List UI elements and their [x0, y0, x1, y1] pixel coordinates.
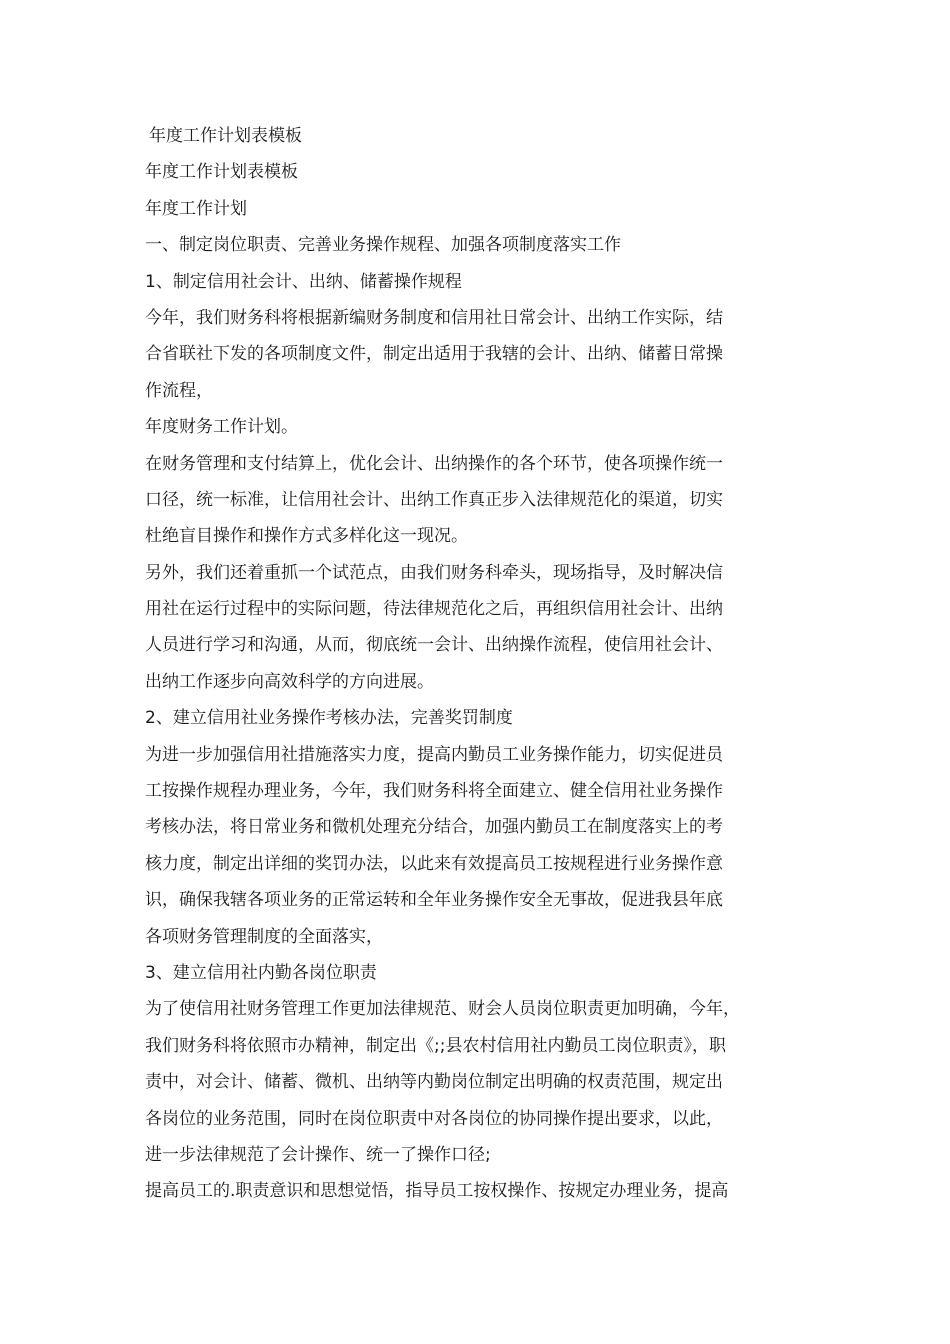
plan-heading: 年度工作计划: [145, 198, 247, 219]
paragraph-line: 为进一步加强信用社措施落实力度，提高内勤员工业务操作能力，切实促进员: [145, 744, 723, 765]
paragraph-line: 口径，统一标准，让信用社会计、出纳工作真正步入法律规范化的渠道，切实: [145, 489, 723, 510]
paragraph-line: 进一步法律规范了会计操作、统一了操作口径;: [145, 1144, 491, 1165]
subsection-heading-3: 3、建立信用社内勤各岗位职责: [145, 962, 377, 983]
paragraph-line: 各岗位的业务范围，同时在岗位职责中对各岗位的协同操作提出要求，以此，: [145, 1108, 723, 1129]
paragraph-line: 识，确保我辖各项业务的正常运转和全年业务操作安全无事故，促进我县年底: [145, 890, 723, 911]
paragraph-line: 杜绝盲目操作和操作方式多样化这一现况。: [145, 526, 468, 547]
paragraph-line: 考核办法，将日常业务和微机处理充分结合，加强内勤员工在制度落实上的考: [145, 817, 723, 838]
paragraph-line: 我们财务科将依照市办精神，制定出《;;县农村信用社内勤员工岗位职责》，职: [145, 1035, 726, 1056]
paragraph-line: 年度财务工作计划。: [145, 417, 298, 438]
document-subtitle: 年度工作计划表模板: [145, 162, 298, 183]
paragraph-line: 另外，我们还着重抓一个试范点，由我们财务科牵头，现场指导，及时解决信: [145, 562, 723, 583]
paragraph-line: 工按操作规程办理业务，今年，我们财务科将全面建立、健全信用社业务操作: [145, 781, 723, 802]
paragraph-line: 出纳工作逐步向高效科学的方向进展。: [145, 671, 434, 692]
paragraph-line: 核力度，制定出详细的奖罚办法，以此来有效提高员工按规程进行业务操作意: [145, 853, 723, 874]
subsection-heading-2: 2、建立信用社业务操作考核办法，完善奖罚制度: [145, 708, 513, 729]
paragraph-line: 作流程，: [145, 380, 213, 401]
section-heading-1: 一、制定岗位职责、完善业务操作规程、加强各项制度落实工作: [145, 235, 621, 256]
subsection-heading-1: 1、制定信用社会计、出纳、储蓄操作规程: [145, 271, 462, 292]
document-body: [145, 118, 815, 1210]
paragraph-line: 合省联社下发的各项制度文件，制定出适用于我辖的会计、出纳、储蓄日常操: [145, 344, 723, 365]
paragraph-line: 责中，对会计、储蓄、微机、出纳等内勤岗位制定出明确的权责范围，规定出: [145, 1072, 723, 1093]
paragraph-line: 在财务管理和支付结算上，优化会计、出纳操作的各个环节，使各项操作统一: [145, 453, 723, 474]
paragraph-line: 为了使信用社财务管理工作更加法律规范、财会人员岗位职责更加明确，今年，: [145, 999, 740, 1020]
document-title: 年度工作计划表模板: [149, 126, 302, 146]
paragraph-line: 人员进行学习和沟通，从而，彻底统一会计、出纳操作流程，使信用社会计、: [145, 635, 723, 656]
paragraph-line: 提高员工的.职责意识和思想觉悟，指导员工按权操作、按规定办理业务，提高: [145, 1181, 729, 1202]
paragraph-line: 今年，我们财务科将根据新编财务制度和信用社日常会计、出纳工作实际，结: [145, 307, 723, 328]
paragraph-line: 各项财务管理制度的全面落实，: [145, 926, 383, 947]
paragraph-line: 用社在运行过程中的实际问题，待法律规范化之后，再组织信用社会计、出纳: [145, 599, 723, 620]
